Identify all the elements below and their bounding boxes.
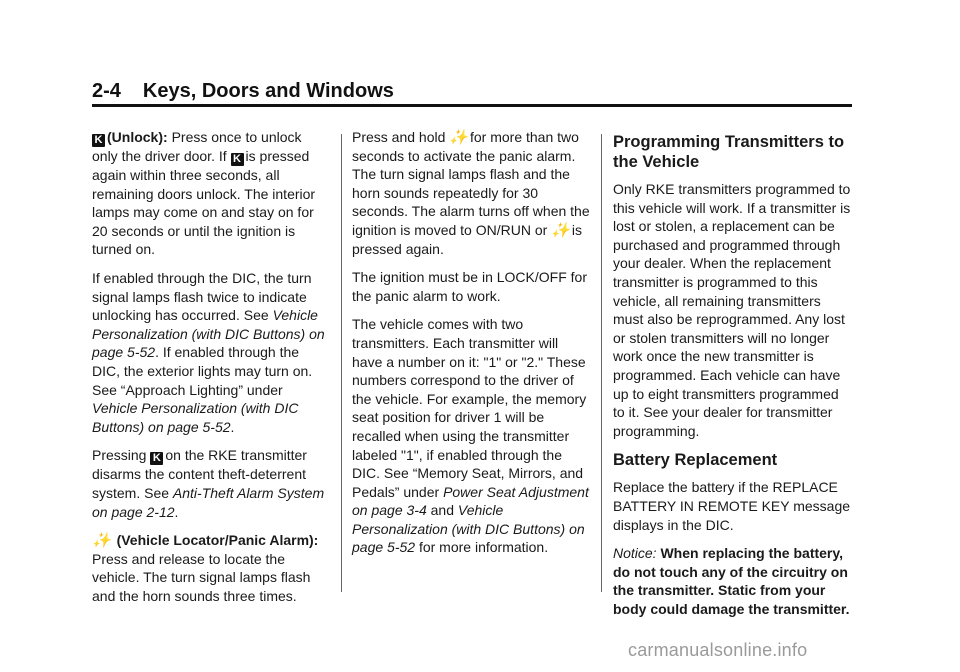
unlock-paragraph (92, 128, 330, 259)
unlock-label: (Unlock): (107, 129, 168, 145)
column-divider (341, 134, 342, 592)
page-number: 2-4 (92, 80, 121, 102)
transmitters-text-1: The vehicle comes with two transmitters. Each transmitter will have a number on it: "1" or "2." These numbers correspond to the driver of the vehicle. For example, the memory seat position for driver 1 will be recalled when using the transmitter labeled "1", if enabled through the DIC. See “Memory Seat, Mirrors, and Pedals” under (352, 316, 587, 500)
panic-text-3: is pressed again. (352, 221, 582, 257)
panic-text-1: Press and hold (352, 129, 446, 145)
vehicle-locator-icon: ✨ (551, 221, 570, 239)
unlock-text-1: Press once to unlock only the driver door. If (92, 129, 302, 164)
column-3 (613, 128, 853, 628)
transmitters-paragraph (352, 315, 590, 557)
programming-heading: Programming Transmitters to the Vehicle (613, 133, 845, 171)
section-title: Keys, Doors and Windows (142, 80, 394, 102)
unlock-icon: K (231, 153, 244, 166)
column-1 (92, 128, 330, 615)
header-rule (92, 104, 852, 107)
cross-reference-link[interactable]: Vehicle Personalization (with DIC Buttons) on page 5-52 (92, 307, 325, 361)
dic-text-2: . If enabled through the DIC, the exterior lights may turn on. See “Approach Lighting” under (92, 344, 313, 398)
unlock-text-2: is pressed again within three seconds, all remaining doors unlock. The interior lamps may come on and stay on for 20 seconds or until the ignition is turned on. (92, 148, 316, 258)
notice-text: When replacing the battery, do not touch any of the circuitry on the transmitter. Static from your body could damage the transmitter. (613, 545, 850, 617)
battery-paragraph: Replace the battery if the REPLACE BATTERY IN REMOTE KEY message displays in the DIC. (613, 479, 851, 533)
transmitters-text-2: and (430, 502, 454, 519)
vehicle-locator-icon: ✨ (92, 532, 111, 550)
column-2 (352, 128, 590, 567)
cross-reference-link[interactable]: Vehicle Personalization (with DIC Buttons) on page 5-52 (92, 400, 299, 435)
transmitters-text-3: for more information. (418, 539, 549, 556)
vehicle-locator-icon: ✨ (449, 129, 468, 146)
cross-reference-link[interactable]: Power Seat Adjustment on page 3-4 (352, 483, 589, 519)
dic-text-3: . (230, 418, 235, 435)
locator-label: (Vehicle Locator/Panic Alarm): (116, 532, 319, 549)
theft-text-1: Pressing (92, 447, 147, 464)
theft-text-3: . (174, 503, 179, 520)
panic-paragraph (352, 128, 590, 258)
theft-paragraph (92, 446, 330, 521)
column-divider (601, 134, 602, 592)
cross-reference-link[interactable]: Anti-Theft Alarm System on page 2-12 (92, 484, 325, 520)
unlock-icon: K (92, 134, 105, 147)
locator-text: Press and release to locate the vehicle. The turn signal lamps flash and the horn sounds three times. (92, 550, 311, 604)
unlock-icon: K (150, 452, 163, 465)
ignition-paragraph: The ignition must be in LOCK/OFF for the panic alarm to work. (352, 269, 587, 304)
dic-text-1: If enabled through the DIC, the turn signal lamps flash twice to indicate unlocking has occurred. See (92, 269, 312, 324)
cross-reference-link[interactable]: Vehicle Personalization (with DIC Buttons) on page 5-52 (352, 502, 585, 556)
battery-heading: Battery Replacement (613, 451, 778, 470)
theft-text-2: on the RKE transmitter disarms the content theft-deterrent system. See (92, 447, 307, 501)
locator-paragraph (92, 531, 330, 605)
notice-paragraph (613, 544, 853, 618)
dic-paragraph (92, 269, 330, 436)
notice-label: Notice: (613, 545, 657, 562)
page-header (92, 80, 394, 103)
programming-paragraph: Only RKE transmitters programmed to this vehicle will work. If a transmitter is lost or stolen, a replacement can be purchased and programmed through your dealer. When the replacement transmitter is programmed to this vehicle, all remaining transmitters must also be reprogrammed. Any lost or stolen transmitters will no longer work once the new transmitter is programmed. Each vehicle can have up to eight transmitters programmed to it. See your dealer for transmitter programming. (613, 181, 851, 439)
watermark: carmanualsonline.info (628, 640, 808, 660)
panic-text-2: for more than two seconds to activate the panic alarm. The turn signal lamps flash and the horn sounds repeatedly for 30 seconds. The alarm turns off when the ignition is moved to ON/RUN or (352, 129, 590, 238)
